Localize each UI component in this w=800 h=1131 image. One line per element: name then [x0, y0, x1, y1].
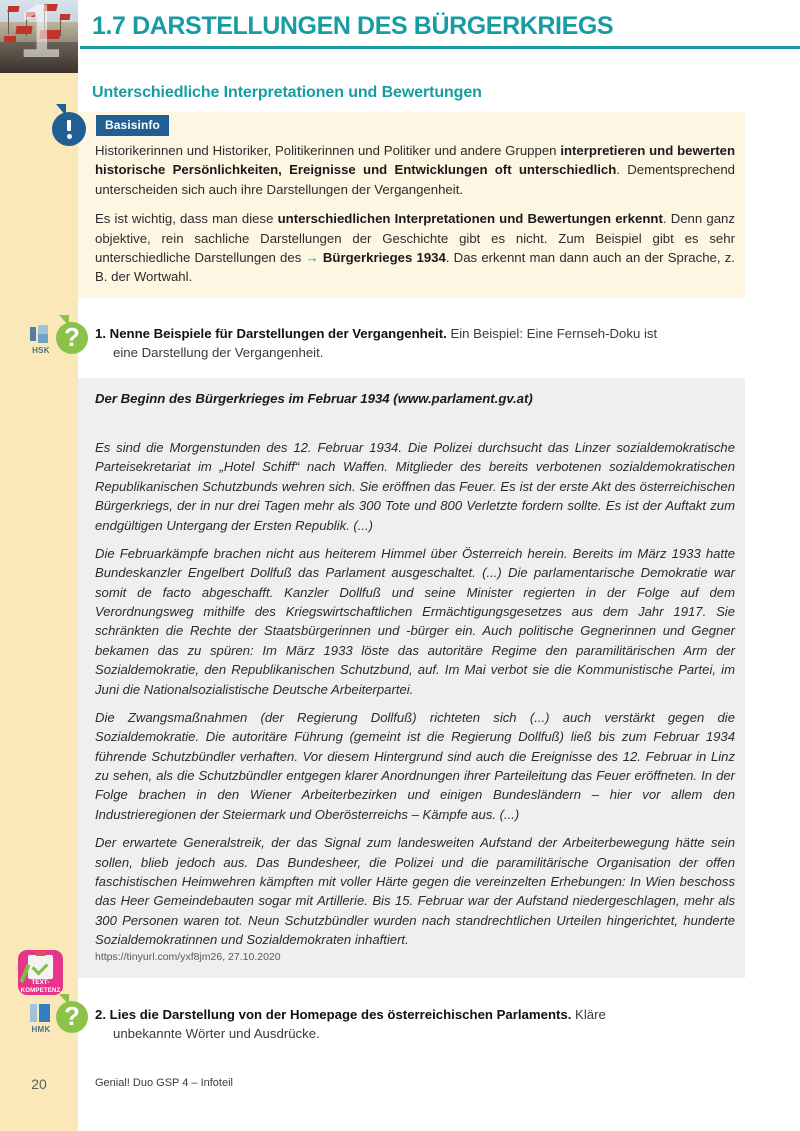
source-body: [95, 438, 735, 958]
task-1-number: 1.: [95, 326, 106, 341]
page-title: 1.7 DARSTELLUNGEN DES BÜRGERKRIEGS: [92, 12, 614, 40]
question-mark-glyph: ?: [64, 321, 80, 352]
footer-sidebar-strip: [0, 1065, 78, 1131]
basisinfo-badge: Basisinfo: [96, 115, 169, 136]
task-2: [95, 1005, 745, 1043]
chapter-thumbnail-image: [0, 0, 78, 73]
page-number: 20: [31, 1076, 47, 1092]
source-paragraph: Es sind die Morgenstunden des 12. Februar 1934. Die Polizei durchsucht das Linzer sozialdemokratische Parteisekretariat im „Hotel Schiff“ nach Waffen. Mitglieder des bereits verbotenen sozialdemokratischen Republikanischen Schutzbunds wehren sich. Sie eröffnen das Feuer. Es ist der erste Akt des österreichischen Bürgerkriegs, der in nur drei Tagen mehr als 300 Tote und 800 Verletzte fordern sollte. Es ist der Auftakt zum endgültigen Untergang der Ersten Republik. (...): [95, 440, 735, 533]
basisinfo-paragraph-2: [95, 209, 735, 287]
section-title: Unterschiedliche Interpretationen und Bewertungen: [92, 84, 482, 101]
basisinfo-paragraph-1: [95, 141, 735, 199]
hmk-label: HMK: [31, 1025, 51, 1034]
question-mark-glyph: ?: [64, 1000, 80, 1031]
basisinfo-p2-part1: Es ist wichtig, dass man diese: [95, 211, 278, 227]
glossary-arrow-icon: →: [305, 250, 323, 266]
source-title: Der Beginn des Bürgerkrieges im Februar 1934 (www.parlament.gv.at): [95, 391, 533, 406]
exclamation-icon: [52, 112, 86, 146]
clipboard-clip-icon: [35, 951, 46, 956]
task-2-bold: Lies die Darstellung von der Homepage des österreichischen Parlaments.: [109, 1007, 572, 1022]
source-citation: https://tinyurl.com/yxf8jm26, 27.10.2020: [95, 951, 281, 963]
textkompetenz-label-line2: KOMPETENZ: [20, 986, 61, 994]
textkompetenz-badge: [18, 950, 63, 995]
hsk-icon-bar-left: [30, 327, 36, 341]
title-divider-rule: [80, 46, 800, 49]
task-1-bold: Nenne Beispiele für Darstellungen der Vergangenheit.: [109, 326, 447, 341]
task-2-number: 2.: [95, 1007, 106, 1022]
source-paragraph: Der erwartete Generalstreik, der das Signal zum landesweiten Aufstand der Arbeiterbewegung hätte sein sollen, blieb jedoch aus. Das Bundesheer, die Polizei und die paramilitärische Organisation der offen faschistischen Heimwehren kämpften mit voller Härte gegen die vereinzelten Erhebungen: In Wien beschoss das Heer Gemeindebauten sogar mit Artillerie. Bis 15. Februar war der Aufstand niedergeschlagen, mehr als 300 Personen waren tot. Neun Schutzbündler wurden nach standrechtlichen Urteilen hingerichtet, hunderte Sozialdemokratinnen und Sozialdemokraten inhaftiert.: [95, 835, 735, 947]
basisinfo-p2-bold1: unterschiedlichen Interpretationen und Bewertungen erkennt: [277, 211, 663, 227]
task-1-line2: eine Darstellung der Vergangenheit.: [113, 345, 324, 361]
hsk-icon: [30, 325, 50, 343]
question-mark-icon: [56, 1001, 88, 1033]
source-paragraph: Die Februarkämpfe brachen nicht aus heiterem Himmel über Österreich herein. Bereits im März 1933 hatte Bundeskanzler Engelbert Dollfuß das Parlament ausgeschaltet. (...) Die parlamentarische Demokratie war somit de facto abgeschafft. Kanzler Dollfuß und seine Minister regierten in der Folge auf dem Verordnungsweg mithilfe des Kriegswirtschaftlichen Ermächtigungsgesetzes aus dem Jahr 1917. Sie schränkten die Rechte der Staatsbürgerinnen und -bürger ein. Auch politische Gegnerinnen und Gegner bekamen das zu spüren: Im März 1933 löste das autoritäre Regime den paramilitärischen Arm der Sozialdemokratie, den Republikanischen Schutzbund, auf. Im Mai verbot sie die Kommunistische Partei, im Juni die Nationalsozialistische Deutsche Arbeiterpartei.: [95, 545, 735, 697]
footer-book-title: Genial! Duo GSP 4 – Infoteil: [95, 1077, 233, 1089]
basisinfo-p1-bold1: interpretieren und bewerten historische Persönlichkeiten, Ereignisse und Entwicklungen oft unterschiedlich: [95, 143, 735, 178]
basisinfo-text: [95, 141, 735, 297]
hmk-icon-bar-right: [39, 1004, 50, 1022]
question-mark-icon: [56, 322, 88, 354]
basisinfo-p2-part3: . Das erkennt man dann auch an der Sprache, z. B. der Wortwahl.: [95, 250, 735, 285]
basisinfo-p2-bold2: Bürgerkrieges 1934: [322, 250, 446, 266]
task-1: [95, 324, 745, 362]
basisinfo-p1-part1: Historikerinnen und Historiker, Politikerinnen und Politiker und andere Gruppen: [95, 143, 561, 158]
textkompetenz-label: [18, 979, 63, 995]
chapter-number: 1: [18, 0, 60, 73]
hsk-label: HSK: [32, 346, 50, 355]
source-paragraph: Die Zwangsmaßnahmen (der Regierung Dollfuß) richteten sich (...) auch verstärkt gegen die Sozialdemokratie. Die autoritäre Führung (gemeint ist die Regierung Dollfuß) ließ bis zum Februar 1934 führende Schutzbündler verhaften. Vor diesem Hintergrund sind auch die Ereignisse des 12. Februar in Linz zu sehen, als die Schutzbündler entgegen klarer Anordnungen ihrer Parteileitung das Feuer eröffneten. In der Folge brachen in den Wiener Arbeiterbezirken und einigen Bundesländern – hier vor allem den Industrieregionen der Steiermark und Oberösterreichs – Kämpfe aus. (...): [95, 709, 735, 822]
hsk-icon-bar-right-lower: [38, 334, 48, 343]
task-2-rest: Kläre: [571, 1007, 606, 1022]
basisinfo-p1-part2: . Dementsprechend unterscheiden sich auch ihre Darstellungen der Vergangenheit.: [95, 162, 735, 197]
task-2-line2: unbekannte Wörter und Ausdrücke.: [113, 1026, 320, 1042]
hmk-icon: [30, 1004, 50, 1022]
hmk-icon-bar-left: [30, 1004, 37, 1022]
task-1-rest: Ein Beispiel: Eine Fernseh-Doku ist: [446, 326, 658, 341]
basisinfo-p2-part2: . Denn ganz objektive, rein sachliche Darstellungen der Geschichte gibt es nicht. Zum Beispiel gibt es sehr unterschiedliche Darstellungen des: [95, 211, 735, 266]
textkompetenz-label-line1: TEXT-: [31, 979, 50, 986]
